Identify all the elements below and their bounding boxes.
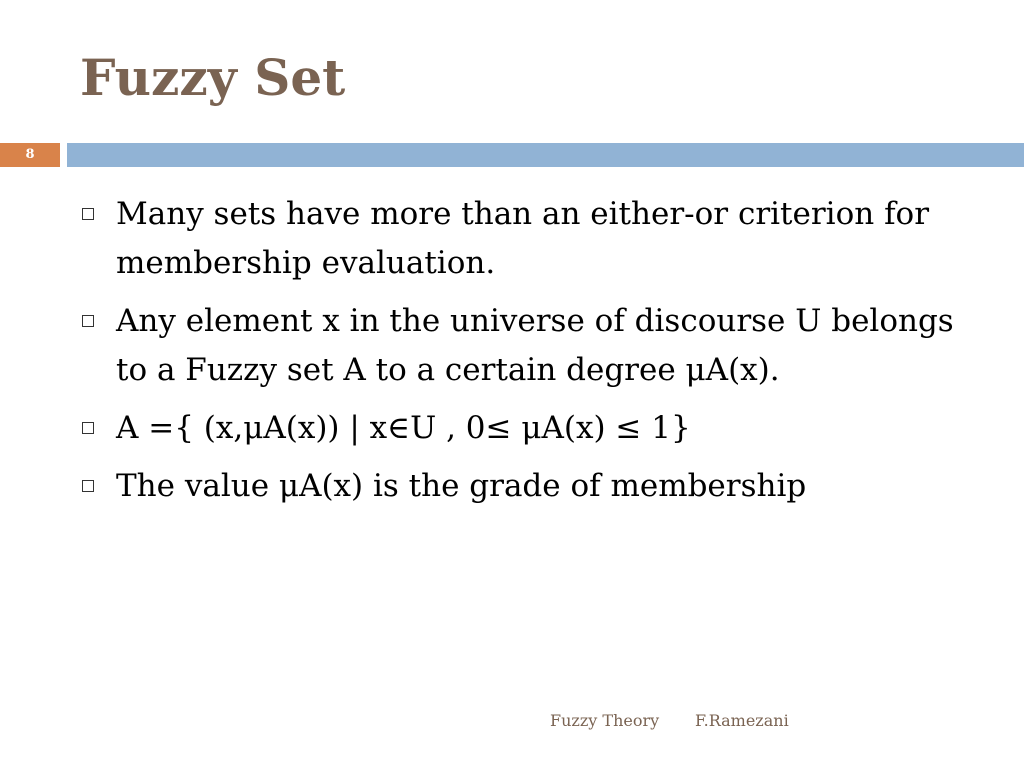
footer-course-name: Fuzzy Theory <box>550 711 660 730</box>
header-bar <box>67 143 1024 167</box>
square-bullet-icon <box>82 315 94 327</box>
page-number-badge: 8 <box>0 143 60 167</box>
slide-title: Fuzzy Set <box>80 48 346 107</box>
bullet-list <box>80 190 990 520</box>
bullet-text: The value μA(x) is the grade of membership <box>116 468 807 504</box>
square-bullet-icon <box>82 422 94 434</box>
list-item <box>80 462 990 511</box>
list-item <box>80 404 990 453</box>
bullet-text: Any element x in the universe of discourse U belongs to a Fuzzy set A to a certain degree μA(x). <box>116 303 954 388</box>
bullet-text: Many sets have more than an either-or criterion for membership evaluation. <box>116 196 930 281</box>
list-item <box>80 297 990 395</box>
bullet-text: A ={ (x,μA(x)) | x∈U , 0≤ μA(x) ≤ 1} <box>116 410 691 446</box>
square-bullet-icon <box>82 208 94 220</box>
square-bullet-icon <box>82 480 94 492</box>
list-item <box>80 190 990 288</box>
footer-author: F.Ramezani <box>695 711 789 730</box>
